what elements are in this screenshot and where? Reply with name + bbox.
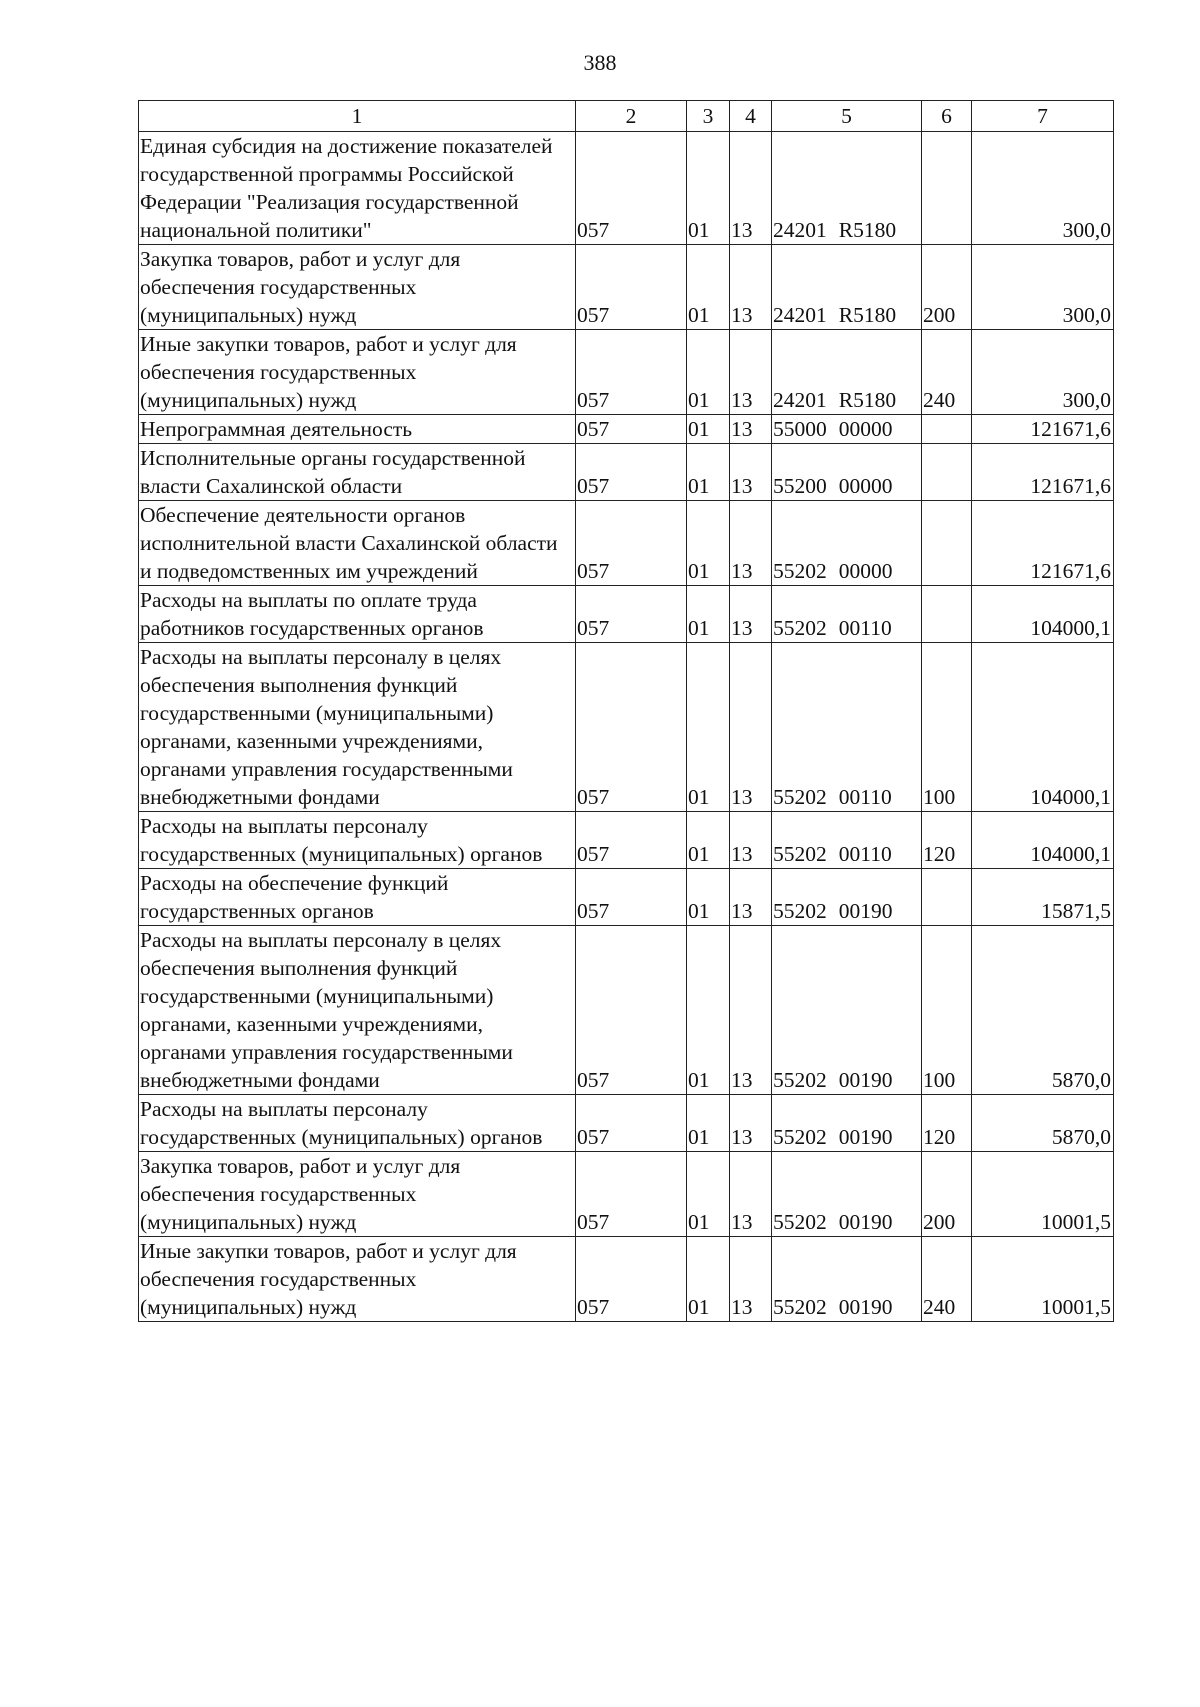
subsection-code: 13 <box>730 1095 772 1152</box>
target-article-code <box>772 586 922 643</box>
target-article-part-1: 55202 <box>773 1295 827 1319</box>
row-description: Иные закупки товаров, работ и услуг для обеспечения государственных (муниципальных) нужд <box>139 1237 576 1322</box>
subsection-code: 13 <box>730 1152 772 1237</box>
section-code: 01 <box>687 1152 730 1237</box>
header-row <box>139 101 1114 132</box>
target-article-part-1: 55202 <box>773 842 827 866</box>
target-article-part-1: 55000 <box>773 417 827 441</box>
table-row <box>139 1152 1114 1237</box>
table-row <box>139 586 1114 643</box>
amount: 300,0 <box>972 330 1114 415</box>
subsection-code: 13 <box>730 1237 772 1322</box>
amount: 10001,5 <box>972 1152 1114 1237</box>
expense-type-code <box>922 415 972 444</box>
target-article-code <box>772 812 922 869</box>
ministry-code: 057 <box>576 926 687 1095</box>
subsection-code: 13 <box>730 869 772 926</box>
amount: 300,0 <box>972 132 1114 245</box>
column-header: 7 <box>972 101 1114 132</box>
row-description: Расходы на выплаты персоналу государственных (муниципальных) органов <box>139 1095 576 1152</box>
amount: 5870,0 <box>972 1095 1114 1152</box>
target-article-part-1: 55202 <box>773 1125 827 1149</box>
section-code: 01 <box>687 415 730 444</box>
expense-type-code <box>922 586 972 643</box>
target-article-part-1: 55202 <box>773 785 827 809</box>
section-code: 01 <box>687 586 730 643</box>
target-article-part-2: 00110 <box>838 785 892 809</box>
table-row <box>139 1095 1114 1152</box>
row-description: Закупка товаров, работ и услуг для обеспечения государственных (муниципальных) нужд <box>139 1152 576 1237</box>
column-header: 6 <box>922 101 972 132</box>
expense-type-code: 120 <box>922 812 972 869</box>
subsection-code: 13 <box>730 586 772 643</box>
target-article-part-1: 55200 <box>773 474 827 498</box>
section-code: 01 <box>687 812 730 869</box>
table-row <box>139 501 1114 586</box>
subsection-code: 13 <box>730 643 772 812</box>
target-article-code <box>772 1237 922 1322</box>
target-article-part-2: 00190 <box>838 899 893 923</box>
target-article-part-2: 00000 <box>838 474 893 498</box>
column-header: 4 <box>730 101 772 132</box>
target-article-code <box>772 245 922 330</box>
column-header: 1 <box>139 101 576 132</box>
table-row <box>139 415 1114 444</box>
row-description: Расходы на выплаты по оплате труда работников государственных органов <box>139 586 576 643</box>
ministry-code: 057 <box>576 812 687 869</box>
section-code: 01 <box>687 132 730 245</box>
expense-type-code <box>922 444 972 501</box>
amount: 104000,1 <box>972 586 1114 643</box>
target-article-code <box>772 1095 922 1152</box>
ministry-code: 057 <box>576 444 687 501</box>
target-article-part-1: 24201 <box>773 303 827 327</box>
target-article-part-1: 55202 <box>773 1068 827 1092</box>
row-description: Исполнительные органы государственной власти Сахалинской области <box>139 444 576 501</box>
section-code: 01 <box>687 330 730 415</box>
amount: 10001,5 <box>972 1237 1114 1322</box>
subsection-code: 13 <box>730 501 772 586</box>
subsection-code: 13 <box>730 132 772 245</box>
section-code: 01 <box>687 1237 730 1322</box>
subsection-code: 13 <box>730 415 772 444</box>
target-article-part-2: 00110 <box>838 616 892 640</box>
section-code: 01 <box>687 444 730 501</box>
page-number: 388 <box>583 50 617 75</box>
target-article-part-1: 55202 <box>773 616 827 640</box>
section-code: 01 <box>687 1095 730 1152</box>
target-article-code <box>772 643 922 812</box>
subsection-code: 13 <box>730 245 772 330</box>
expense-type-code <box>922 501 972 586</box>
target-article-part-2: 00190 <box>838 1295 893 1319</box>
table-row <box>139 812 1114 869</box>
column-header: 2 <box>576 101 687 132</box>
target-article-code <box>772 501 922 586</box>
target-article-part-1: 24201 <box>773 218 827 242</box>
table-row <box>139 1237 1114 1322</box>
target-article-code <box>772 330 922 415</box>
target-article-part-1: 24201 <box>773 388 827 412</box>
expense-type-code: 200 <box>922 245 972 330</box>
row-description: Расходы на выплаты персоналу в целях обеспечения выполнения функций государственными (муниципальными) органами, казенными учреждениями, органами управления государственными внебюджетными фондами <box>139 643 576 812</box>
amount: 121671,6 <box>972 501 1114 586</box>
target-article-part-2: 00000 <box>838 417 893 441</box>
table-row <box>139 444 1114 501</box>
section-code: 01 <box>687 926 730 1095</box>
subsection-code: 13 <box>730 926 772 1095</box>
ministry-code: 057 <box>576 501 687 586</box>
amount: 300,0 <box>972 245 1114 330</box>
ministry-code: 057 <box>576 1237 687 1322</box>
row-description: Расходы на выплаты персоналу в целях обеспечения выполнения функций государственными (муниципальными) органами, казенными учреждениями, органами управления государственными внебюджетными фондами <box>139 926 576 1095</box>
table-row <box>139 132 1114 245</box>
expense-type-code: 100 <box>922 926 972 1095</box>
expense-type-code <box>922 869 972 926</box>
expense-type-code: 240 <box>922 330 972 415</box>
ministry-code: 057 <box>576 245 687 330</box>
table-row <box>139 643 1114 812</box>
row-description: Расходы на обеспечение функций государственных органов <box>139 869 576 926</box>
target-article-code <box>772 444 922 501</box>
target-article-code <box>772 869 922 926</box>
target-article-part-2: R5180 <box>838 218 897 242</box>
amount: 5870,0 <box>972 926 1114 1095</box>
row-description: Закупка товаров, работ и услуг для обеспечения государственных (муниципальных) нужд <box>139 245 576 330</box>
target-article-code <box>772 415 922 444</box>
column-header: 5 <box>772 101 922 132</box>
ministry-code: 057 <box>576 415 687 444</box>
ministry-code: 057 <box>576 643 687 812</box>
row-description: Непрограммная деятельность <box>139 415 576 444</box>
expense-type-code: 240 <box>922 1237 972 1322</box>
section-code: 01 <box>687 501 730 586</box>
expense-type-code: 200 <box>922 1152 972 1237</box>
row-description: Иные закупки товаров, работ и услуг для обеспечения государственных (муниципальных) нужд <box>139 330 576 415</box>
subsection-code: 13 <box>730 812 772 869</box>
row-description: Обеспечение деятельности органов исполнительной власти Сахалинской области и подведомственных им учреждений <box>139 501 576 586</box>
ministry-code: 057 <box>576 330 687 415</box>
subsection-code: 13 <box>730 330 772 415</box>
target-article-part-2: R5180 <box>838 303 897 327</box>
expense-type-code <box>922 132 972 245</box>
table-row <box>139 330 1114 415</box>
table-row <box>139 926 1114 1095</box>
amount: 104000,1 <box>972 643 1114 812</box>
target-article-code <box>772 132 922 245</box>
target-article-part-2: R5180 <box>838 388 897 412</box>
target-article-part-2: 00110 <box>838 842 892 866</box>
target-article-part-2: 00190 <box>838 1125 893 1149</box>
target-article-part-1: 55202 <box>773 559 827 583</box>
target-article-part-1: 55202 <box>773 899 827 923</box>
table-row <box>139 245 1114 330</box>
target-article-part-2: 00190 <box>838 1210 893 1234</box>
target-article-part-1: 55202 <box>773 1210 827 1234</box>
ministry-code: 057 <box>576 1152 687 1237</box>
target-article-code <box>772 926 922 1095</box>
amount: 121671,6 <box>972 415 1114 444</box>
budget-table <box>138 100 1114 1322</box>
expense-type-code: 120 <box>922 1095 972 1152</box>
section-code: 01 <box>687 245 730 330</box>
amount: 121671,6 <box>972 444 1114 501</box>
ministry-code: 057 <box>576 869 687 926</box>
row-description: Единая субсидия на достижение показателей государственной программы Российской Федерации "Реализация государственной национальной политики" <box>139 132 576 245</box>
amount: 104000,1 <box>972 812 1114 869</box>
subsection-code: 13 <box>730 444 772 501</box>
expense-type-code: 100 <box>922 643 972 812</box>
column-header: 3 <box>687 101 730 132</box>
section-code: 01 <box>687 643 730 812</box>
target-article-code <box>772 1152 922 1237</box>
ministry-code: 057 <box>576 132 687 245</box>
section-code: 01 <box>687 869 730 926</box>
target-article-part-2: 00190 <box>838 1068 893 1092</box>
amount: 15871,5 <box>972 869 1114 926</box>
ministry-code: 057 <box>576 586 687 643</box>
table-row <box>139 869 1114 926</box>
row-description: Расходы на выплаты персоналу государственных (муниципальных) органов <box>139 812 576 869</box>
target-article-part-2: 00000 <box>838 559 893 583</box>
ministry-code: 057 <box>576 1095 687 1152</box>
